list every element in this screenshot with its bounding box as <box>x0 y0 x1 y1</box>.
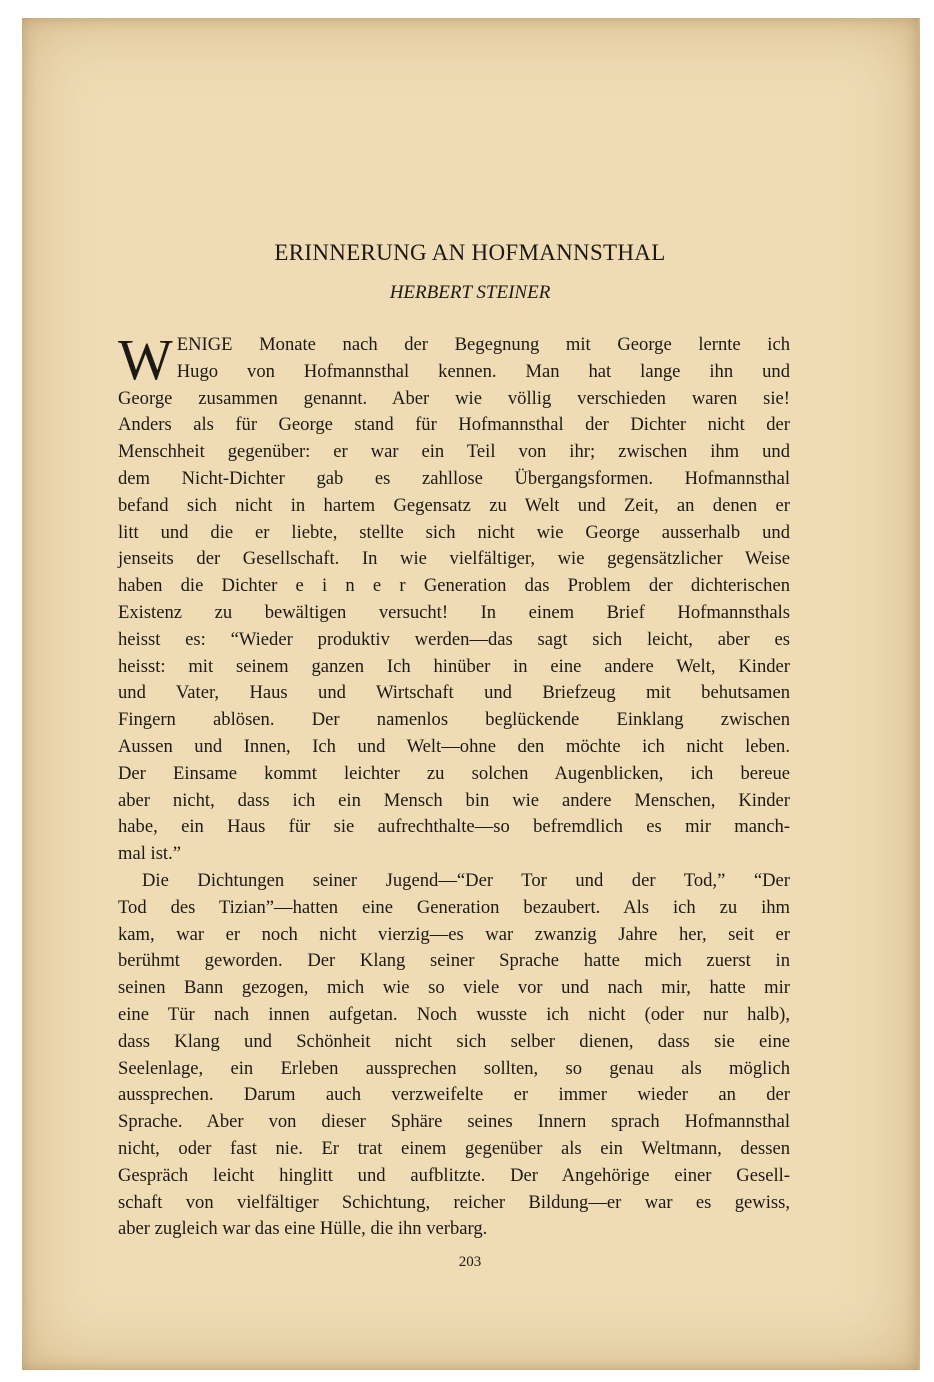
text-line: habe, ein Haus für sie aufrechthalte—so befremdlich es mir manch- <box>118 816 790 838</box>
text-line: dem Nicht-Dichter gab es zahllose Übergangsformen. Hofmannsthal <box>118 467 790 489</box>
text-line: Anders als für George stand für Hofmannsthal der Dichter nicht der <box>118 414 790 436</box>
text-line: Der Einsame kommt leichter zu solchen Augenblicken, ich bereue <box>118 762 790 784</box>
text-line: berühmt geworden. Der Klang seiner Sprache hatte mich zuerst in <box>118 950 790 972</box>
text-line: Fingern ablösen. Der namenlos beglückende Einklang zwischen <box>118 709 790 731</box>
text-line: eine Tür nach innen aufgetan. Noch wusste ich nicht (oder nur halb), <box>118 1003 790 1025</box>
book-page <box>22 18 920 1370</box>
text-line: Hugo von Hofmannsthal kennen. Man hat lange ihn und <box>176 360 790 382</box>
text-line: befand sich nicht in hartem Gegensatz zu Welt und Zeit, an denen er <box>118 494 790 516</box>
text-line: nicht, oder fast nie. Er trat einem gegenüber als ein Weltmann, dessen <box>118 1137 790 1159</box>
text-line: dass Klang und Schönheit nicht sich selber dienen, dass sie eine <box>118 1030 790 1052</box>
text-line: haben die Dichter e i n e r Generation das Problem der dichterischen <box>118 575 790 597</box>
page-number: 203 <box>458 1254 482 1270</box>
text-line: schaft von vielfältiger Schichtung, reicher Bildung—er war es gewiss, <box>118 1191 790 1213</box>
text-line: Aussen und Innen, Ich und Welt—ohne den möchte ich nicht leben. <box>118 735 790 757</box>
article-title: ERINNERUNG AN HOFMANNSTHAL <box>274 240 666 265</box>
text-line: aber zugleich war das eine Hülle, die ihn verbarg. <box>118 1218 488 1240</box>
text-line: mal ist.” <box>118 843 181 865</box>
text-line: aber nicht, dass ich ein Mensch bin wie andere Menschen, Kinder <box>118 789 790 811</box>
text-line: Die Dichtungen seiner Jugend—“Der Tor und der Tod,” “Der <box>142 869 790 891</box>
text-line: und Vater, Haus und Wirtschaft und Briefzeug mit behutsamen <box>118 682 790 704</box>
text-line: Sprache. Aber von dieser Sphäre seines Innern sprach Hofmannsthal <box>118 1111 790 1133</box>
drop-cap: W <box>118 327 173 392</box>
article-body <box>118 327 790 1243</box>
text-line: Gespräch leicht hinglitt und aufblitzte. Der Angehörige einer Gesell- <box>118 1164 790 1186</box>
text-line: aussprechen. Darum auch verzweifelte er immer wieder an der <box>118 1084 790 1106</box>
article-author: HERBERT STEINER <box>389 282 551 303</box>
text-line: heisst es: “Wieder produktiv werden—das sagt sich leicht, aber es <box>118 628 790 650</box>
text-line: heisst: mit seinem ganzen Ich hinüber in eine andere Welt, Kinder <box>118 655 790 677</box>
paragraph-2 <box>118 868 790 1243</box>
paragraph-1 <box>118 327 790 868</box>
text-line: Existenz zu bewältigen versucht! In einem Brief Hofmannsthals <box>118 601 790 623</box>
text-line: George zusammen genannt. Aber wie völlig verschieden waren sie! <box>118 387 790 409</box>
text-line: Tod des Tizian”—hatten eine Generation bezaubert. Als ich zu ihm <box>118 896 790 918</box>
text-line: Menschheit gegenüber: er war ein Teil von ihr; zwischen ihm und <box>118 441 790 463</box>
text-line: ENIGE Monate nach der Begegnung mit George lernte ich <box>176 334 790 355</box>
text-line: kam, war er noch nicht vierzig—es war zwanzig Jahre her, seit er <box>118 923 790 945</box>
text-line: jenseits der Gesellschaft. In wie vielfältiger, wie gegensätzlicher Weise <box>118 548 790 570</box>
text-line: litt und die er liebte, stellte sich nicht wie George ausserhalb und <box>118 521 790 543</box>
text-line: Seelenlage, ein Erleben aussprechen sollten, so genau als möglich <box>118 1057 790 1079</box>
text-line: seinen Bann gezogen, mich wie so viele vor und nach mir, hatte mir <box>118 977 790 999</box>
